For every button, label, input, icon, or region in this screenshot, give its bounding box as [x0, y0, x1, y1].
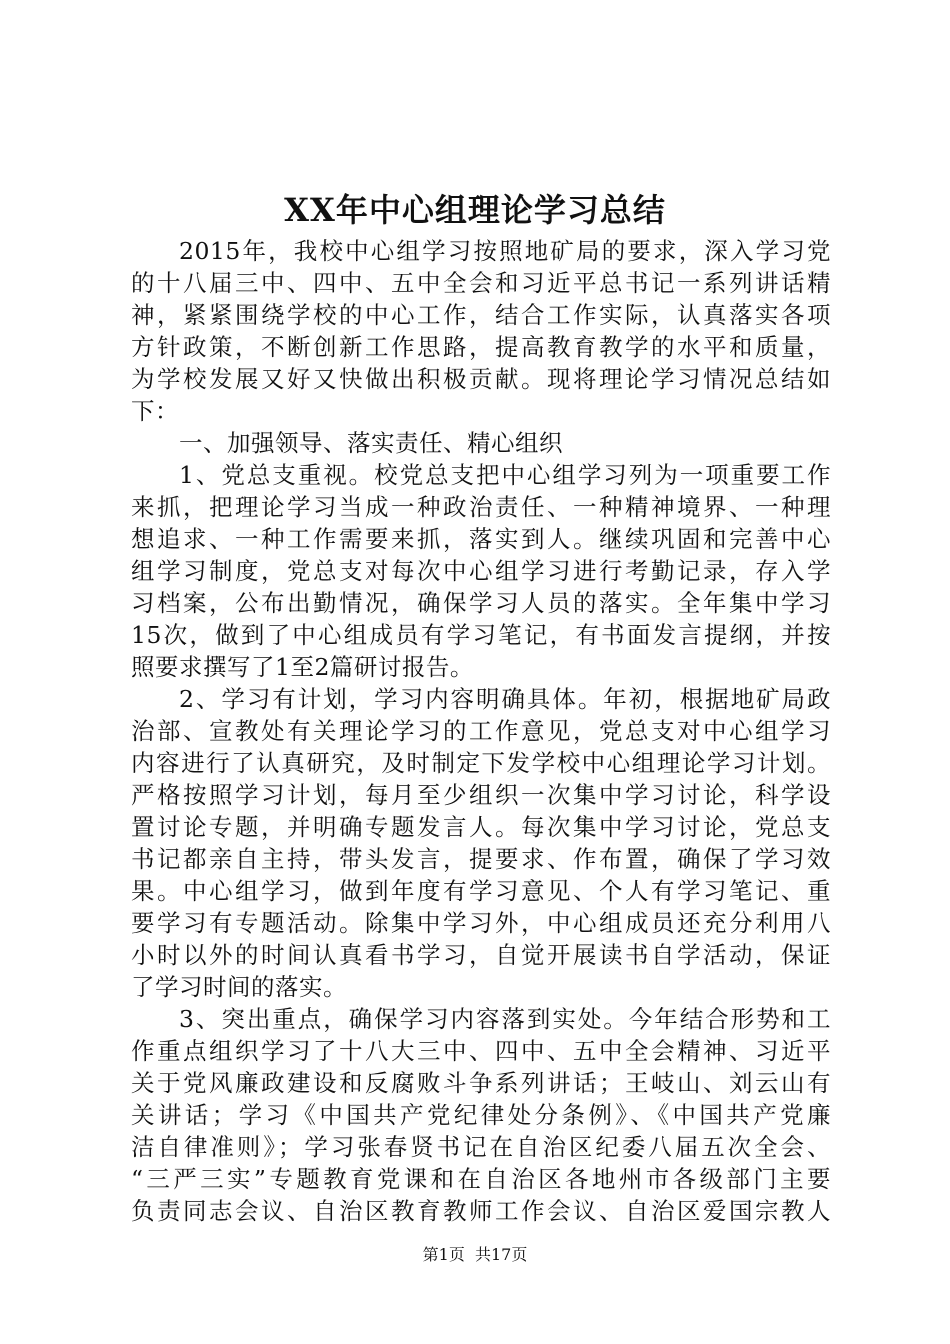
body-line: 想追求、一种工作需要来抓，落实到人。继续巩固和完善中心: [131, 525, 831, 553]
body-line: “三严三实”专题教育党课和在自治区各地州市各级部门主要: [131, 1165, 831, 1193]
body-line: 为学校发展又好又快做出积极贡献。现将理论学习情况总结如: [131, 365, 831, 393]
body-line: 小时以外的时间认真看书学习，自觉开展读书自学活动，保证: [131, 941, 831, 969]
body-line: 作重点组织学习了十八大三中、四中、五中全会精神、习近平: [131, 1037, 831, 1065]
body-line: 内容进行了认真研究，及时制定下发学校中心组理论学习计划。: [131, 749, 831, 777]
body-line: 2015年，我校中心组学习按照地矿局的要求，深入学习党: [179, 237, 831, 265]
body-line: 习档案，公布出勤情况，确保学习人员的落实。全年集中学习: [131, 589, 831, 617]
body-line: 下：: [131, 397, 179, 425]
body-line: 治部、宣教处有关理论学习的工作意见，党总支对中心组学习: [131, 717, 831, 745]
body-line: 洁自律准则》；学习张春贤书记在自治区纪委八届五次全会、: [131, 1133, 831, 1161]
body-line: 关于党风廉政建设和反腐败斗争系列讲话；王岐山、刘云山有: [131, 1069, 831, 1097]
body-line: 负责同志会议、自治区教育教师工作会议、自治区爱国宗教人: [131, 1197, 831, 1225]
body-line: 2、学习有计划，学习内容明确具体。年初，根据地矿局政: [179, 685, 831, 713]
body-line: 3、突出重点，确保学习内容落到实处。今年结合形势和工: [179, 1005, 831, 1033]
body-line: 15次，做到了中心组成员有学习笔记，有书面发言提纲，并按: [131, 621, 831, 649]
body-line: 书记都亲自主持，带头发言，提要求、作布置，确保了学习效: [131, 845, 831, 873]
document-title: XX年中心组理论学习总结: [284, 191, 666, 229]
body-line: 的十八届三中、四中、五中全会和习近平总书记一系列讲话精: [131, 269, 831, 297]
body-line: 照要求撰写了1至2篇研讨报告。: [131, 653, 474, 681]
body-line: 严格按照学习计划，每月至少组织一次集中学习讨论，科学设: [131, 781, 831, 809]
body-line: 置讨论专题，并明确专题发言人。每次集中学习讨论，党总支: [131, 813, 831, 841]
body-line: 1、党总支重视。校党总支把中心组学习列为一项重要工作: [179, 461, 831, 489]
page-footer: 第1页 共17页: [422, 1245, 528, 1264]
body-line: 了学习时间的落实。: [131, 973, 347, 1001]
body-line: 要学习有专题活动。除集中学习外，中心组成员还充分利用八: [131, 909, 831, 937]
body-line: 关讲话；学习《中国共产党纪律处分条例》、《中国共产党廉: [131, 1101, 831, 1129]
section-heading: 一、加强领导、落实责任、精心组织: [179, 429, 563, 457]
document-body: [131, 235, 831, 1227]
body-line: 组学习制度，党总支对每次中心组学习进行考勤记录，存入学: [131, 557, 831, 585]
body-line: 果。中心组学习，做到年度有学习意见、个人有学习笔记、重: [131, 877, 831, 905]
body-line: 方针政策，不断创新工作思路，提高教育教学的水平和质量，: [131, 333, 831, 361]
body-line: 来抓，把理论学习当成一种政治责任、一种精神境界、一种理: [131, 493, 831, 521]
body-line: 神，紧紧围绕学校的中心工作，结合工作实际，认真落实各项: [131, 301, 831, 329]
